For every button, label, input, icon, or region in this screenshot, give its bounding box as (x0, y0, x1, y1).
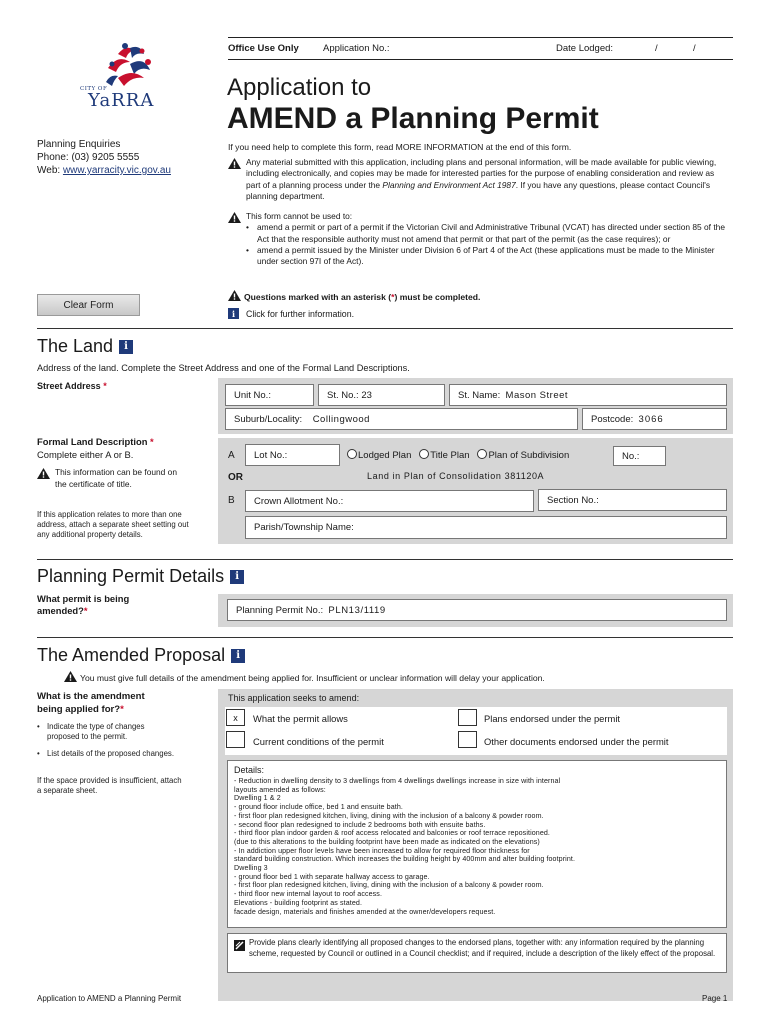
parish-label: Parish/Township Name: (254, 522, 354, 533)
option-b-label: B (228, 495, 235, 506)
warning-public-viewing (228, 157, 723, 202)
option-a-label: A (228, 450, 235, 461)
proposal-bullet-2: • List details of the proposed changes. (37, 749, 177, 759)
details-line: Dwelling 3 (234, 864, 268, 873)
plan-no-field[interactable] (613, 446, 666, 466)
application-no-label: Application No.: (323, 43, 390, 54)
info-icon[interactable]: i (228, 308, 239, 319)
unit-no-label: Unit No.: (234, 389, 271, 401)
info-icon[interactable]: i (119, 340, 133, 354)
details-line: - third floor plan indoor garden & roof access relocated and balconies or roof terrace repositioned. (234, 829, 550, 838)
permit-no-field[interactable] (227, 599, 727, 621)
permit-section-title (37, 566, 244, 587)
proposal-title: The Amended Proposal (37, 645, 226, 665)
proposal-section-title (37, 645, 245, 666)
land-section-title (37, 336, 133, 357)
bullet1-text: Indicate the type of changes proposed to the permit. (47, 722, 145, 741)
multi-address-note: If this application relates to more than one address, attach a separate sheet setting out any additional property details. (37, 510, 189, 539)
proposal-warning-text: You must give full details of the amendment being applied for. Insufficient or unclear information will delay your application. (80, 673, 545, 683)
what-permit-allows-label: What the permit allows (253, 713, 348, 724)
details-line: standard building construction. Which increases the building height by 400mm and alter building footprint. (234, 855, 576, 864)
details-line: - Reduction in dwelling density to 3 dwellings from 4 dwellings dwellings increase in size with internal (234, 777, 561, 785)
plan-no-label: No.: (622, 450, 640, 462)
formal-land-text: Formal Land Description (37, 436, 148, 447)
act-name: Planning and Environment Act 1987 (382, 179, 516, 190)
required-asterisk: * (83, 605, 88, 616)
suburb-label: Suburb/Locality: (234, 413, 303, 425)
street-name-label: St. Name: (458, 389, 501, 401)
permit-section-rule (37, 559, 733, 560)
crown-allotment-label: Crown Allotment No.: (254, 495, 344, 507)
proposal-warning (64, 671, 545, 683)
plan-subdivision-label: Plan of Subdivision (488, 450, 570, 461)
plans-note-text: Provide plans clearly identifying all proposed changes to the endorsed plans, together with: any information required by the planning scheme, requested by Council or outlined in a Council checklist; and if required, include a description of the likely effect of the proposal. (249, 938, 716, 958)
lot-no-label: Lot No.: (254, 449, 288, 461)
page-title: AMEND a Planning Permit (227, 102, 599, 135)
planning-enquiries: Planning Enquiries (37, 139, 121, 150)
date-lodged-label: Date Lodged: (556, 43, 614, 54)
permit-question-text: What permit is being amended? (37, 593, 130, 616)
checkbox-mark: x (233, 712, 238, 723)
asterisk-note-a: Questions marked with an asterisk ( (244, 292, 392, 302)
land-title: The Land (37, 336, 114, 356)
details-line: - third floor new internal layout to roof access. (234, 890, 383, 899)
other-documents-checkbox[interactable] (458, 731, 477, 748)
phone: Phone: (03) 9205 5555 (37, 152, 140, 163)
permit-title: Planning Permit Details (37, 566, 225, 586)
click-info-row[interactable] (228, 308, 354, 319)
formal-land-label (37, 436, 154, 447)
radio-circle[interactable] (477, 449, 487, 459)
consolidation-text: Land in Plan of Consolidation 381120A (367, 471, 545, 481)
street-no-label: St. No.: (327, 389, 359, 401)
logo-city-of: CITY OF (80, 86, 108, 92)
required-asterisk: * (120, 704, 124, 715)
plans-endorsed-label: Plans endorsed under the permit (484, 713, 621, 724)
details-line: - ground floor bed 1 with separate hallway access to garage. (234, 872, 430, 881)
street-name-value: Mason Street (505, 389, 569, 401)
what-permit-allows-checkbox[interactable] (226, 709, 245, 726)
seeks-label: This application seeks to amend: (228, 693, 360, 703)
required-asterisk: * (150, 436, 154, 447)
details-line: - second floor plan redesigned to include 2 bedrooms both with ensuite baths. (234, 820, 486, 829)
street-address-text: Street Address (37, 381, 101, 391)
postcode-label: Postcode: (591, 413, 634, 425)
lot-no-field[interactable] (245, 444, 340, 466)
warning2-bullet: • amend a permit or part of a permit if the Victorian Civil and Administrative Tribunal (VCAT) has directed under section 85 of the Act that the responsible authority must not amend that permit or that part of the permit (as the case requires); or (228, 222, 733, 245)
intro-help: If you need help to complete this form, read MORE INFORMATION at the end of this form. (228, 142, 572, 152)
current-conditions-checkbox[interactable] (226, 731, 245, 748)
title-plan-radio[interactable] (419, 450, 469, 461)
certificate-note (37, 467, 177, 490)
date-separator: / (655, 43, 658, 54)
bullet2-text: List details of the proposed changes. (47, 749, 175, 758)
warning1-end: . If you have any questions, please contact Council's planning department. (246, 179, 711, 201)
warning2-bullet1: amend a permit or part of a permit if the Victorian Civil and Administrative Tribunal (VCAT) has directed under section 85 of the Act that the responsible authority must not amend that permit or that part of the permit (as the case requires); or (257, 222, 725, 244)
postcode-value: 3066 (638, 413, 664, 425)
plans-note-icon (234, 940, 245, 951)
certificate-note-text: This information can be found on the certificate of title. (55, 467, 177, 489)
required-asterisk: * (103, 381, 107, 391)
details-line: - first floor plan redesigned kitchen, living, dining with the inclusion of a balcony & powder room. (234, 811, 544, 820)
plan-type-radios (347, 449, 569, 461)
details-line: - first floor plan redesigned kitchen, living, dining with the inclusion of a balcony & powder room. (234, 881, 544, 890)
contact-block (37, 138, 171, 177)
details-label: Details: (234, 765, 265, 775)
warning1-text: Any material submitted with this application, including plans and personal information, will be made available for public viewing, including electronically, and copies may be made for interested parties for the purpose of enabling consideration and review as part of a planning process under the (246, 157, 717, 190)
website-link[interactable]: www.yarracity.vic.gov.au (62, 165, 171, 176)
permit-question (37, 593, 177, 617)
radio-circle[interactable] (419, 449, 429, 459)
unit-no-field[interactable] (225, 384, 314, 406)
logo-name: YaRRA (88, 90, 155, 111)
page-number: Page 1 (702, 994, 728, 1003)
radio-circle[interactable] (347, 449, 357, 459)
land-instruction: Address of the land. Complete the Street Address and one of the Formal Land Descriptions. (37, 363, 410, 373)
info-icon[interactable]: i (231, 649, 245, 663)
office-use-bar (228, 37, 733, 60)
postcode-field[interactable] (582, 408, 727, 430)
street-no-value: 23 (361, 389, 372, 401)
amendment-question (37, 690, 167, 716)
land-section-rule (37, 328, 733, 329)
suburb-field[interactable] (225, 408, 578, 430)
details-line: - ground floor include office, bed 1 and ensuite bath. (234, 803, 403, 812)
details-content (234, 777, 720, 916)
section-no-field[interactable] (538, 489, 727, 511)
plans-note-box (227, 933, 727, 973)
details-line: facade design, materials and finishes amended at the owner/developers request. (234, 907, 496, 916)
click-info-text: Click for further information. (246, 308, 355, 319)
title-line-1: Application to (227, 74, 372, 101)
asterisk-note (228, 290, 480, 302)
warning2-bullet2: amend a permit issued by the Minister under Division 6 of Part 4 of the Act (these applications must be made to the Minister under section 97I of the Act). (257, 244, 715, 267)
details-line: (due to this alterations to the building footprint have been made as indicated on the elevations) (234, 837, 540, 846)
asterisk-note-b: ) must be completed. (394, 292, 481, 302)
complete-either: Complete either A or B. (37, 449, 134, 460)
street-address-label (37, 381, 107, 391)
crown-allotment-field[interactable] (245, 490, 534, 512)
warning-icon (228, 290, 241, 301)
permit-no-label: Planning Permit No.: (236, 604, 324, 616)
warning2-bullet: • amend a permit issued by the Minister under Division 6 of Part 4 of the Act (these applications must be made to the Minister under section 97I of the Act). (228, 245, 733, 268)
web-line (37, 164, 171, 177)
parish-field[interactable] (245, 516, 727, 539)
warning2-title: This form cannot be used to: (246, 211, 353, 221)
amendment-question-text: What is the amendment being applied for? (37, 691, 145, 715)
yarra-logo-mark (78, 42, 168, 92)
warning-icon (228, 158, 241, 169)
warning-icon (37, 468, 50, 479)
details-line: Dwelling 1 & 2 (234, 794, 281, 803)
title-plan-label: Title Plan (430, 450, 470, 461)
details-line: Elevations - building footprint as stated. (234, 898, 363, 907)
lodged-plan-label: Lodged Plan (358, 450, 412, 461)
street-no-field[interactable] (318, 384, 445, 406)
yarra-logo (78, 42, 168, 117)
plan-subdivision-radio[interactable] (477, 450, 569, 461)
street-name-field[interactable] (449, 384, 727, 406)
asterisk-symbol: * (391, 292, 395, 302)
lodged-plan-radio[interactable] (347, 450, 411, 461)
or-label: OR (228, 472, 243, 483)
section-no-label: Section No.: (547, 494, 599, 506)
clear-form-button[interactable]: Clear Form (37, 294, 140, 316)
warning-cannot-use (228, 211, 733, 267)
other-documents-label: Other documents endorsed under the permit (484, 736, 669, 747)
date-separator: / (693, 43, 696, 54)
current-conditions-label: Current conditions of the permit (253, 736, 384, 747)
details-line: - In addiction upper floor levels have been increased to allow for required floor thickness for (234, 846, 530, 855)
permit-no-value: PLN13/1119 (328, 604, 386, 616)
warning-icon (64, 671, 77, 682)
info-icon[interactable]: i (230, 570, 244, 584)
proposal-section-rule (37, 637, 733, 638)
web-label: Web: (37, 165, 61, 176)
suburb-value: Collingwood (312, 413, 370, 425)
plans-endorsed-checkbox[interactable] (458, 709, 477, 726)
footer-title: Application to AMEND a Planning Permit (37, 994, 182, 1003)
space-note: If the space provided is insufficient, attach a separate sheet. (37, 776, 182, 795)
proposal-bullet-1: • Indicate the type of changes proposed to the permit. (37, 722, 177, 742)
details-textarea[interactable] (227, 760, 727, 928)
details-line: layouts amended as follows: (234, 785, 326, 794)
office-use-label: Office Use Only (228, 43, 299, 54)
